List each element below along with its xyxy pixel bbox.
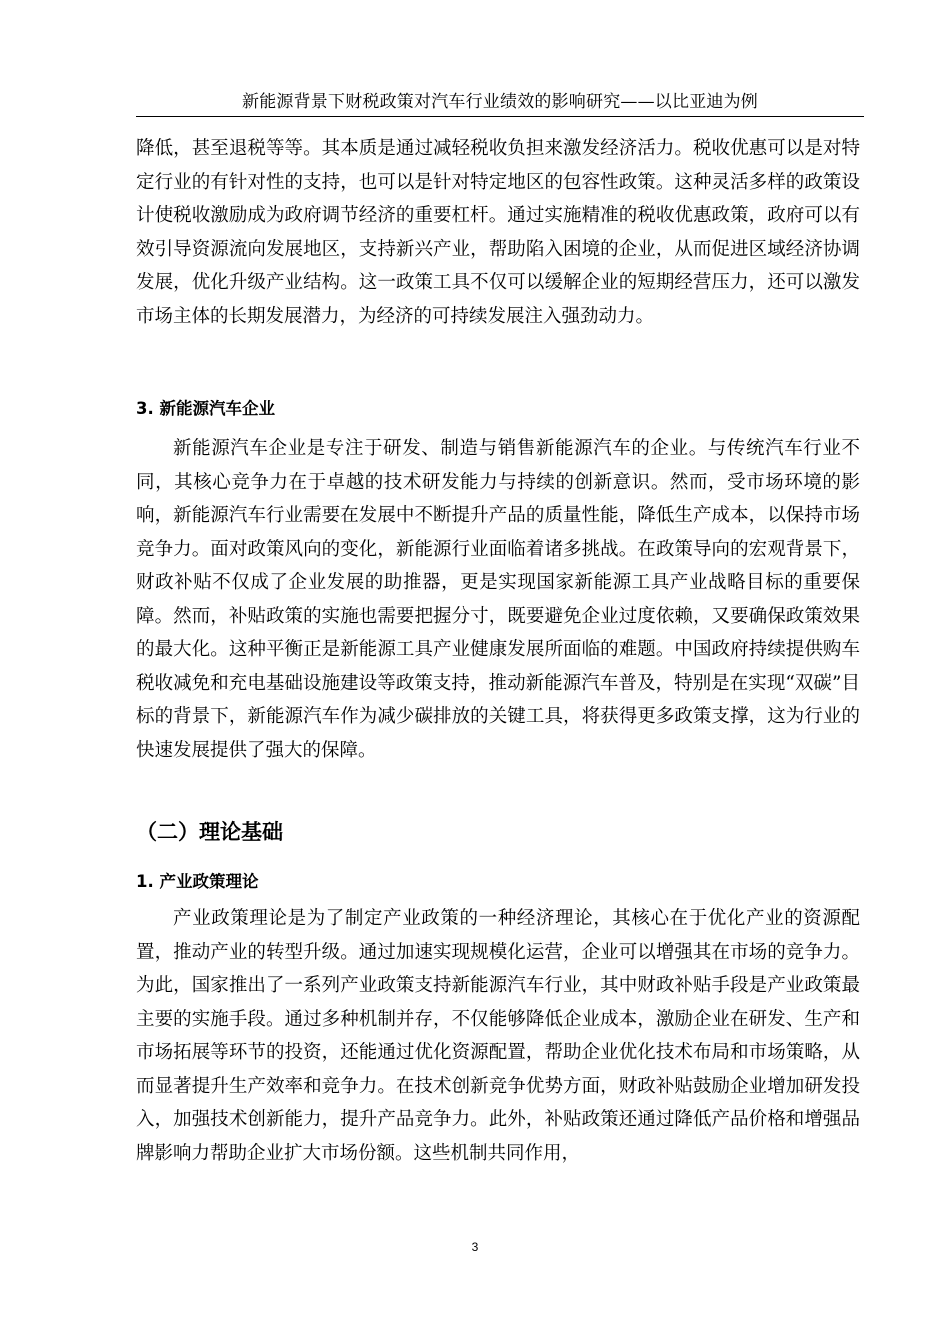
paragraph-industrial-policy: 产业政策理论是为了制定产业政策的一种经济理论，其核心在于优化产业的资源配置，推动产业的转型升级。通过加速实现规模化运营，企业可以增强其在市场的竞争力。为此，国家推出了一系列产业政策支持新能源汽车行业，其中财政补贴手段是产业政策最主要的实施手段。通过多种机制并存，不仅能够降低企业成本，激励企业在研发、生产和市场拓展等环节的投资，还能通过优化资源配置，帮助企业优化技术布局和市场策略，从而显著提升生产效率和竞争力。在技术创新竞争优势方面，财政补贴鼓励企业增加研发投入，加强技术创新能力，提升产品竞争力。此外，补贴政策还通过降低产品价格和增强品牌影响力帮助企业扩大市场份额。这些机制共同作用， [136,908,860,1164]
running-header: 新能源背景下财税政策对汽车行业绩效的影响研究——以比亚迪为例 [242,92,758,112]
section-heading-industrial-policy: 1. 产业政策理论 [136,872,259,891]
section-heading-nev-company: 3. 新能源汽车企业 [136,399,275,418]
paragraph-nev-company: 新能源汽车企业是专注于研发、制造与销售新能源汽车的企业。与传统汽车行业不同，其核心竞争力在于卓越的技术研发能力与持续的创新意识。然而，受市场环境的影响，新能源汽车行业需要在发展中不断提升产品的质量性能，降低生产成本，以保持市场竞争力。面对政策风向的变化，新能源行业面临着诸多挑战。在政策导向的宏观背景下，财政补贴不仅成了企业发展的助推器，更是实现国家新能源工具产业战略目标的重要保障。然而，补贴政策的实施也需要把握分寸，既要避免企业过度依赖，又要确保政策效果的最大化。这种平衡正是新能源工具产业健康发展所面临的难题。中国政府持续提供购车税收减免和充电基础设施建设等政策支持，推动新能源汽车普及，特别是在实现“双碳”目标的背景下，新能源汽车作为减少碳排放的关键工具，将获得更多政策支撑，这为行业的快速发展提供了强大的保障。 [136,438,860,761]
page-number: 3 [471,1240,479,1254]
section-heading-theory-basis: （二）理论基础 [136,820,283,844]
header-divider [136,116,864,117]
paragraph-tax-incentive: 降低，甚至退税等等。其本质是通过减轻税收负担来激发经济活力。税收优惠可以是对特定行业的有针对性的支持，也可以是针对特定地区的包容性政策。这种灵活多样的政策设计使税收激励成为政府调节经济的重要杠杆。通过实施精准的税收优惠政策，政府可以有效引导资源流向发展地区，支持新兴产业，帮助陷入困境的企业，从而促进区域经济协调发展，优化升级产业结构。这一政策工具不仅可以缓解企业的短期经营压力，还可以激发市场主体的长期发展潜力，为经济的可持续发展注入强劲动力。 [136,138,860,327]
